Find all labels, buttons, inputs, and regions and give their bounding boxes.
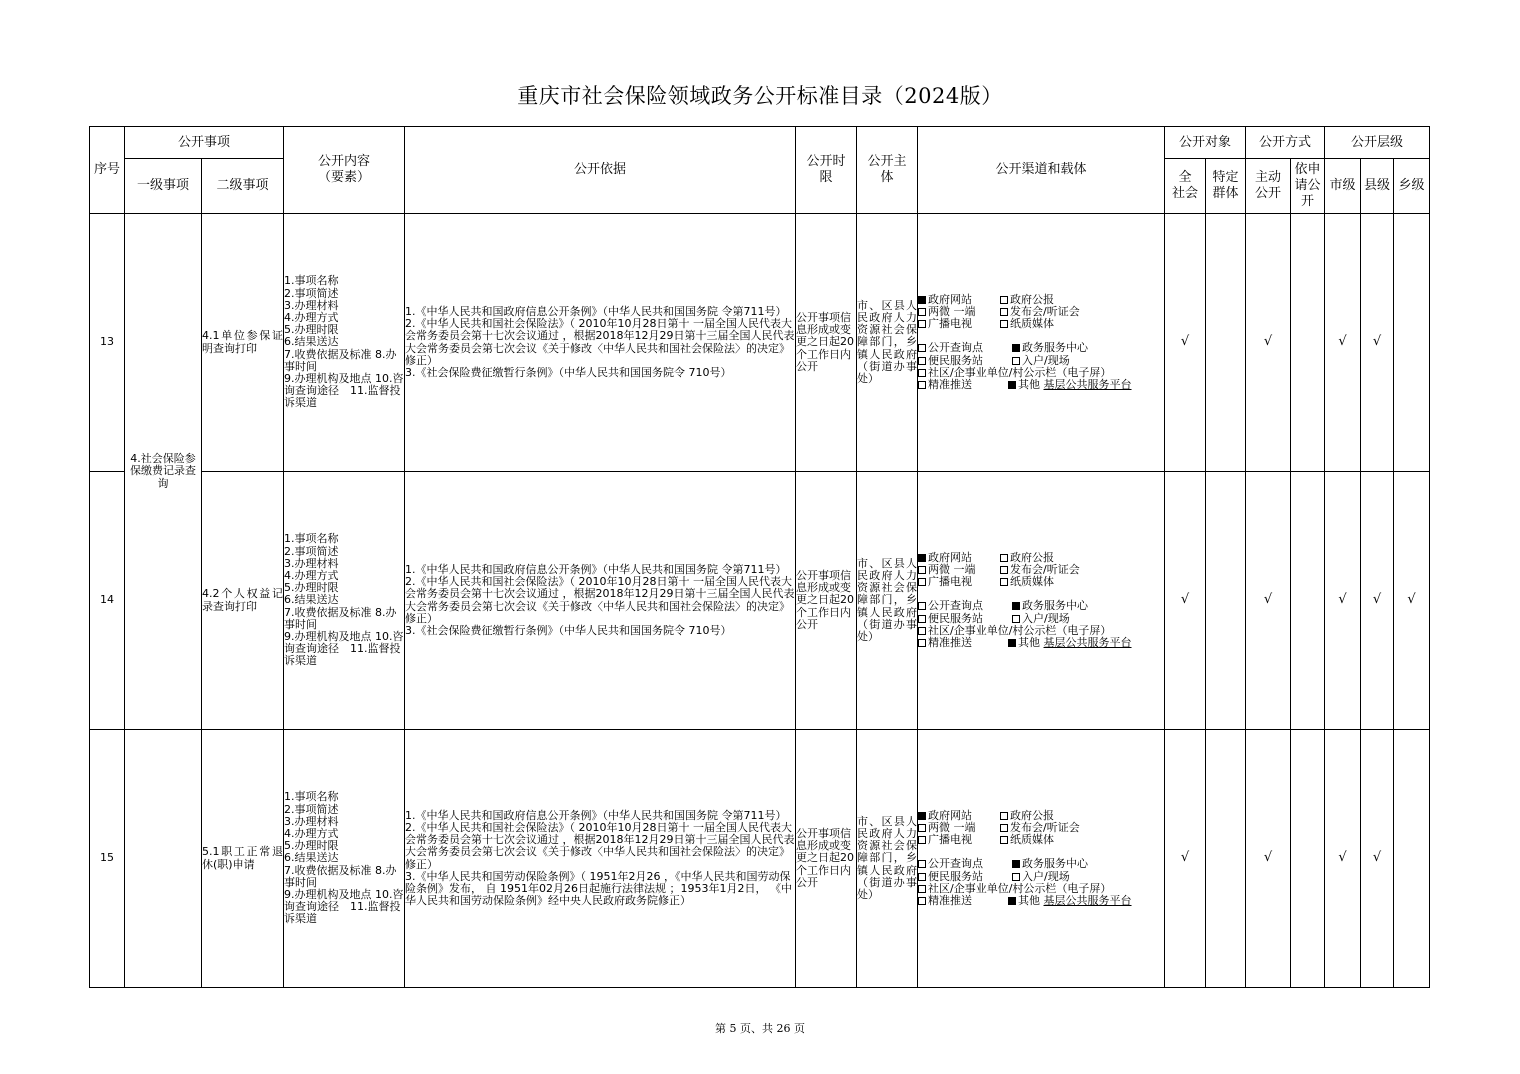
check-all: √: [1165, 214, 1206, 472]
row-basis: 1.《中华人民共和国政府信息公开条例》（中华人民共和国国务院 令第711号） 2.《中华人民共和国社会保险法》（ 2010年10月28日第十 一届全国人民代表大会常务委员会第十七次会议通过 ，根据2018年12月29日第十三届全国人民代表大会常务委员会第七次会议《关于修改〈中华人民共和国社会保险法〉的决定》修正） 3.《社会保险费征缴暂行条例》（中华人民共和国国务院令 710号）: [405, 472, 796, 730]
header-time: 公开时 限: [796, 127, 857, 214]
checked-box-icon: [1008, 897, 1016, 905]
checked-box-icon: [918, 554, 926, 562]
check-active: √: [1246, 214, 1291, 472]
check-town: √: [1394, 472, 1430, 730]
check-specific: [1206, 472, 1246, 730]
table-row: [90, 730, 1430, 988]
row-channel: 政府网站 政府公报 两微 一端 发布会/听证会 广播电视 纸质媒体 公开查询点 政务服务中心 便民服务站 入户/现场 社区/企事业单位/村公示栏（电子屏） 精准推送 其他 基层公共服务平台: [918, 472, 1165, 730]
row-time: 公开事项信息形成或变更之日起20个工作日内公开: [796, 214, 857, 472]
unchecked-box-icon: [1012, 357, 1020, 365]
catalog-table: [89, 126, 1430, 988]
check-city: √: [1325, 472, 1361, 730]
unchecked-box-icon: [918, 369, 926, 377]
row-content: 1.事项名称 2.事项简述 3.办理材料 4.办理方式 5.办理时限 6.结果送达 7.收费依据及标准 8.办事时间 9.办理机构及地点 10.咨询查询途径 11.监督投诉渠道: [284, 472, 405, 730]
check-town: [1394, 730, 1430, 988]
checked-box-icon: [1012, 860, 1020, 868]
row-level1: 4.社会保险参保缴费记录查询: [125, 214, 202, 730]
unchecked-box-icon: [918, 566, 926, 574]
row-level1: [125, 730, 202, 988]
check-specific: [1206, 214, 1246, 472]
header-method: 公开方式: [1246, 127, 1325, 159]
row-subject: 市、区县人民政府人力资源社会保障部门，乡镇人民政府（街道办事处）: [857, 730, 918, 988]
unchecked-box-icon: [1012, 615, 1020, 623]
row-subject: 市、区县人民政府人力资源社会保障部门，乡镇人民政府（街道办事处）: [857, 472, 918, 730]
row-subject: 市、区县人民政府人力资源社会保障部门，乡镇人民政府（街道办事处）: [857, 214, 918, 472]
check-request: [1291, 472, 1325, 730]
page-footer: 第 5 页、共 26 页: [715, 1022, 805, 1035]
row-time: 公开事项信息形成或变更之日起20个工作日内公开: [796, 730, 857, 988]
row-content: 1.事项名称 2.事项简述 3.办理材料 4.办理方式 5.办理时限 6.结果送达 7.收费依据及标准 8.办事时间 9.办理机构及地点 10.咨询查询途径 11.监督投诉渠道: [284, 730, 405, 988]
check-county: √: [1361, 730, 1394, 988]
unchecked-box-icon: [1000, 812, 1008, 820]
unchecked-box-icon: [1000, 554, 1008, 562]
unchecked-box-icon: [918, 320, 926, 328]
unchecked-box-icon: [918, 615, 926, 623]
check-request: [1291, 730, 1325, 988]
unchecked-box-icon: [1012, 873, 1020, 881]
header-level-county: 县级: [1361, 159, 1394, 214]
check-all: √: [1165, 472, 1206, 730]
unchecked-box-icon: [918, 885, 926, 893]
unchecked-box-icon: [918, 897, 926, 905]
unchecked-box-icon: [1000, 308, 1008, 316]
row-time: 公开事项信息形成或变更之日起20个工作日内公开: [796, 472, 857, 730]
header-target-all: 全 社会: [1165, 159, 1206, 214]
header-method-active: 主动 公开: [1246, 159, 1291, 214]
header-subject: 公开主 体: [857, 127, 918, 214]
header-level1: 一级事项: [125, 159, 202, 214]
unchecked-box-icon: [1000, 836, 1008, 844]
header-content: 公开内容 （要素）: [284, 127, 405, 214]
unchecked-box-icon: [1000, 566, 1008, 574]
unchecked-box-icon: [918, 381, 926, 389]
unchecked-box-icon: [918, 344, 926, 352]
header-row-1: [90, 127, 1430, 159]
checked-box-icon: [1012, 344, 1020, 352]
unchecked-box-icon: [918, 860, 926, 868]
unchecked-box-icon: [918, 836, 926, 844]
row-level2: 4.2个人权益记录查询打印: [202, 472, 284, 730]
row-basis: 1.《中华人民共和国政府信息公开条例》（中华人民共和国国务院 令第711号） 2.《中华人民共和国社会保险法》（ 2010年10月28日第十 一届全国人民代表大会常务委员会第十七次会议通过 ，根据2018年12月29日第十三届全国人民代表大会常务委员会第七次会议《关于修改〈中华人民共和国社会保险法〉的决定》修正） 3.《中华人民共和国劳动保险条例》（ 1951年2月26 ，《中华人民共和国劳动保险条例》发布， 自 1951年02月26日起施行法律法规 ；1953年1月2日， 《中华人民共和国劳动保险条例》经中央人民政府政务院修正）: [405, 730, 796, 988]
row-seq: 14: [90, 472, 125, 730]
check-active: √: [1246, 472, 1291, 730]
header-level2: 二级事项: [202, 159, 284, 214]
header-level-city: 市级: [1325, 159, 1361, 214]
header-item: 公开事项: [125, 127, 284, 159]
header-level: 公开层级: [1325, 127, 1430, 159]
row-content: 1.事项名称 2.事项简述 3.办理材料 4.办理方式 5.办理时限 6.结果送达 7.收费依据及标准 8.办事时间 9.办理机构及地点 10.咨询查询途径 11.监督投诉渠道: [284, 214, 405, 472]
checked-box-icon: [1012, 602, 1020, 610]
check-specific: [1206, 730, 1246, 988]
unchecked-box-icon: [918, 308, 926, 316]
checked-box-icon: [918, 812, 926, 820]
page-title: 重庆市社会保险领域政务公开标准目录（2024版）: [517, 84, 1003, 108]
header-level-town: 乡级: [1394, 159, 1430, 214]
row-level2: 4.1单位参保证明查询打印: [202, 214, 284, 472]
check-county: √: [1361, 472, 1394, 730]
row-channel: 政府网站 政府公报 两微 一端 发布会/听证会 广播电视 纸质媒体 公开查询点 政务服务中心 便民服务站 入户/现场 社区/企事业单位/村公示栏（电子屏） 精准推送 其他 基层公共服务平台: [918, 214, 1165, 472]
unchecked-box-icon: [1000, 296, 1008, 304]
unchecked-box-icon: [1000, 320, 1008, 328]
header-method-request: 依申 请公 开: [1291, 159, 1325, 214]
header-target-specific: 特定 群体: [1206, 159, 1246, 214]
unchecked-box-icon: [918, 357, 926, 365]
header-channel: 公开渠道和载体: [918, 127, 1165, 214]
unchecked-box-icon: [918, 639, 926, 647]
check-county: √: [1361, 214, 1394, 472]
checked-box-icon: [918, 296, 926, 304]
header-target: 公开对象: [1165, 127, 1246, 159]
unchecked-box-icon: [1000, 824, 1008, 832]
header-basis: 公开依据: [405, 127, 796, 214]
check-request: [1291, 214, 1325, 472]
row-channel: 政府网站 政府公报 两微 一端 发布会/听证会 广播电视 纸质媒体 公开查询点 政务服务中心 便民服务站 入户/现场 社区/企事业单位/村公示栏（电子屏） 精准推送 其他 基层公共服务平台: [918, 730, 1165, 988]
unchecked-box-icon: [918, 602, 926, 610]
unchecked-box-icon: [918, 578, 926, 586]
check-city: √: [1325, 214, 1361, 472]
check-active: √: [1246, 730, 1291, 988]
header-seq: 序号: [90, 127, 125, 214]
unchecked-box-icon: [1000, 578, 1008, 586]
row-seq: 15: [90, 730, 125, 988]
table-row: [90, 214, 1430, 472]
unchecked-box-icon: [918, 824, 926, 832]
row-level2: 5.1职工正常退休(职)申请: [202, 730, 284, 988]
table-row: [90, 472, 1430, 730]
unchecked-box-icon: [918, 873, 926, 881]
checked-box-icon: [1008, 381, 1016, 389]
unchecked-box-icon: [918, 627, 926, 635]
row-basis: 1.《中华人民共和国政府信息公开条例》（中华人民共和国国务院 令第711号） 2.《中华人民共和国社会保险法》（ 2010年10月28日第十 一届全国人民代表大会常务委员会第十七次会议通过 ，根据2018年12月29日第十三届全国人民代表大会常务委员会第七次会议《关于修改〈中华人民共和国社会保险法〉的决定》修正） 3.《社会保险费征缴暂行条例》（中华人民共和国国务院令 710号）: [405, 214, 796, 472]
checked-box-icon: [1008, 639, 1016, 647]
check-city: √: [1325, 730, 1361, 988]
row-seq: 13: [90, 214, 125, 472]
check-town: [1394, 214, 1430, 472]
check-all: √: [1165, 730, 1206, 988]
